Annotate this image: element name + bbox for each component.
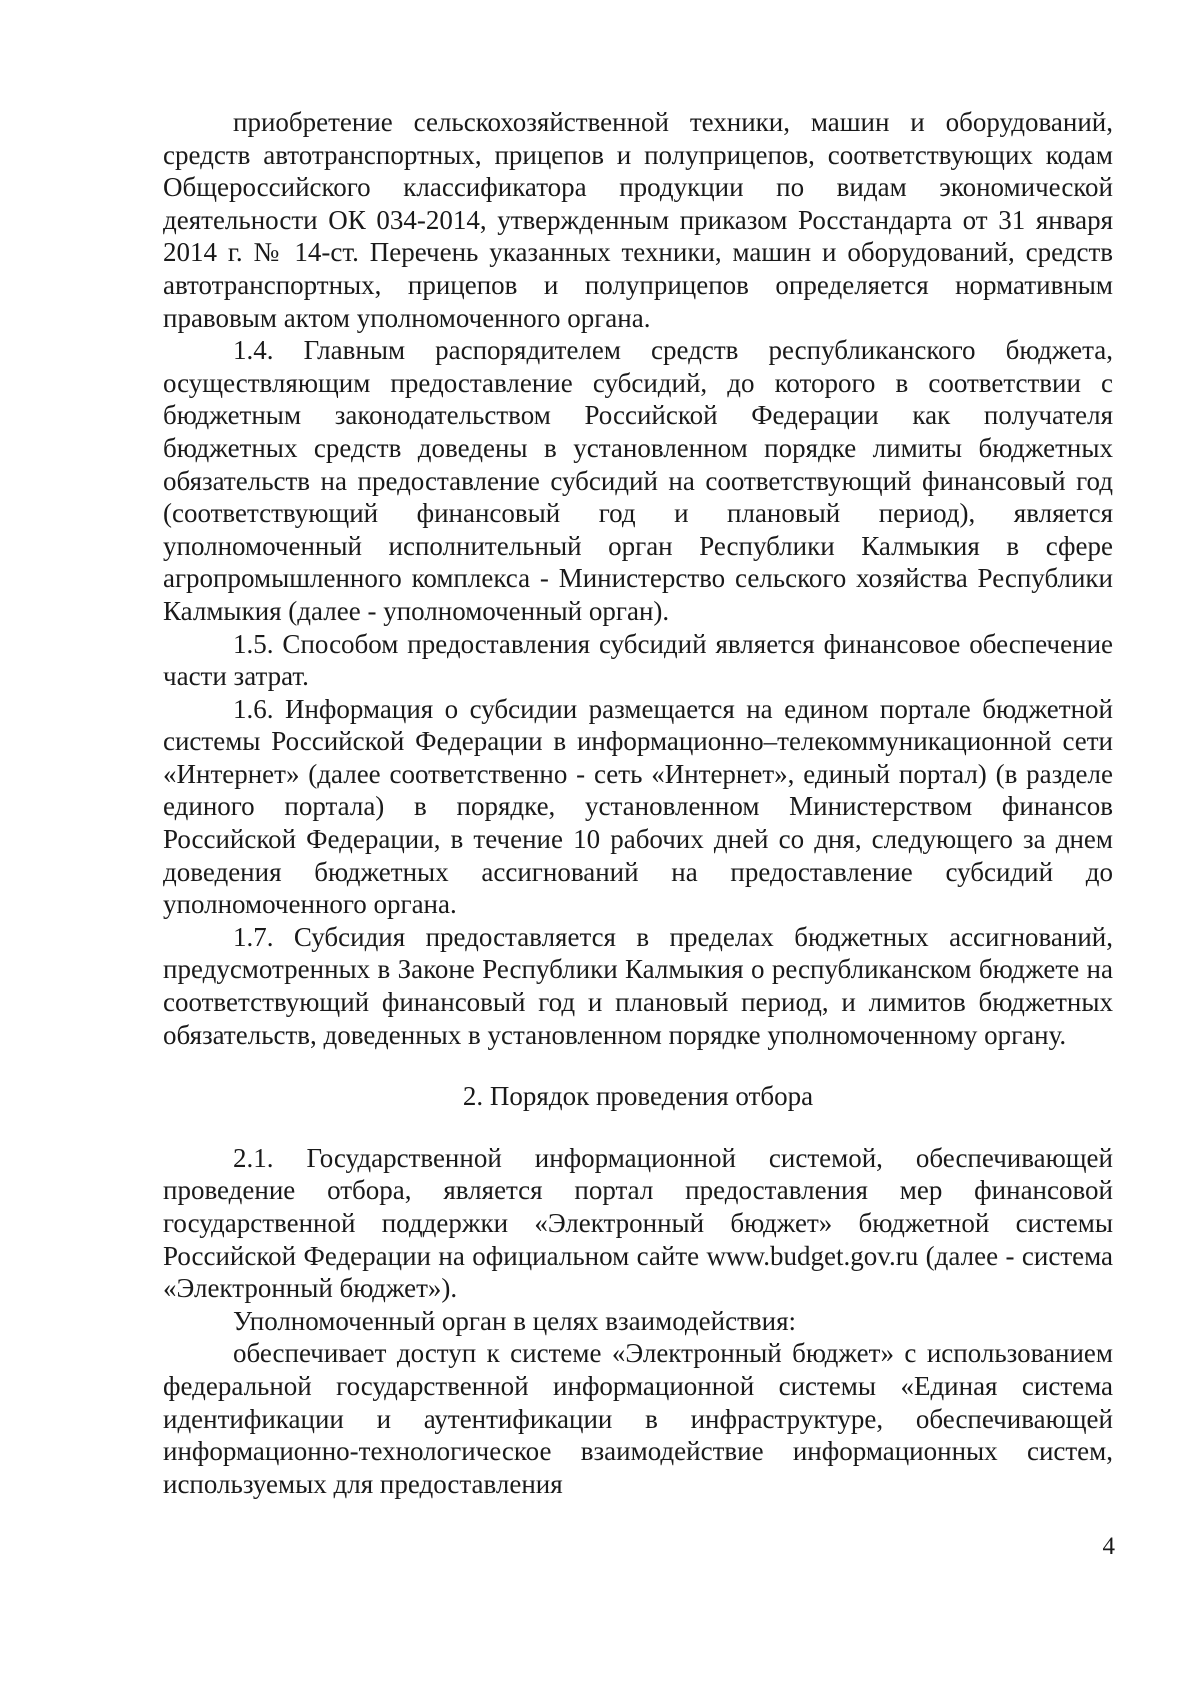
paragraph-1-6: 1.6. Информация о субсидии размещается на едином портале бюджетной системы Российской Федерации в информационно–телекоммуникационной сети «Интернет» (далее соответственно - сеть «Интернет», единый портал) (в разделе единого портала) в порядке, установленном Министерством финансов Российской Федерации, в течение 10 рабочих дней со дня, следующего за днем доведения бюджетных ассигнований на предоставление субсидий до уполномоченного органа. xyxy=(163,693,1113,920)
paragraph-authority-intro: Уполномоченный орган в целях взаимодействия: xyxy=(233,1305,796,1336)
paragraph-1-5: 1.5. Способом предоставления субсидий является финансовое обеспечение части затрат. xyxy=(163,628,1113,692)
paragraph-equipment-list: приобретение сельскохозяйственной техники, машин и оборудований, средств автотранспортных, прицепов и полуприцепов, соответствующих кодам Общероссийского классификатора продукции по видам экономической деятельности ОК 034-2014, утвержденным приказом Росстандарта от 31 января 2014 г. № 14-ст. Перечень указанных техники, машин и оборудований, средств автотранспортных, прицепов и полуприцепов определяется нормативным правовым актом уполномоченного органа. xyxy=(163,107,1113,333)
paragraph-1-7: 1.7. Субсидия предоставляется в пределах бюджетных ассигнований, предусмотренных в Законе Республики Калмыкия о республиканском бюджете на соответствующий финансовый год и плановый период, и лимитов бюджетных обязательств, доведенных в установленном порядке уполномоченному органу. xyxy=(163,921,1113,1050)
paragraph-1-4: 1.4. Главным распорядителем средств республиканского бюджета, осуществляющим предоставление субсидий, до которого в соответствии с бюджетным законодательством Российской Федерации как получателя бюджетных средств доведены в установленном порядке лимиты бюджетных обязательств на предоставление субсидий на соответствующий финансовый год (соответствующий финансовый год и плановый период), является уполномоченный исполнительный орган Республики Калмыкия в сфере агропромышленного комплекса - Министерство сельского хозяйства Республики Калмыкия (далее - уполномоченный орган). xyxy=(163,335,1113,626)
page-number: 4 xyxy=(1102,1533,1115,1560)
paragraph-access: обеспечивает доступ к системе «Электронный бюджет» с использованием федеральной государственной информационной системы «Единая система идентификации и аутентификации в инфраструктуре, обеспечивающей информационно-технологическое взаимодействие информационных систем, используемых для предоставления xyxy=(163,1338,1113,1499)
paragraph-2-1: 2.1. Государственной информационной системой, обеспечивающей проведение отбора, является портал предоставления мер финансовой государственной поддержки «Электронный бюджет» бюджетной системы Российской Федерации на официальном сайте www.budget.gov.ru (далее - система «Электронный бюджет»). xyxy=(163,1142,1113,1304)
document-body xyxy=(163,106,1113,1500)
section-heading: 2. Порядок проведения отбора xyxy=(462,1081,814,1112)
